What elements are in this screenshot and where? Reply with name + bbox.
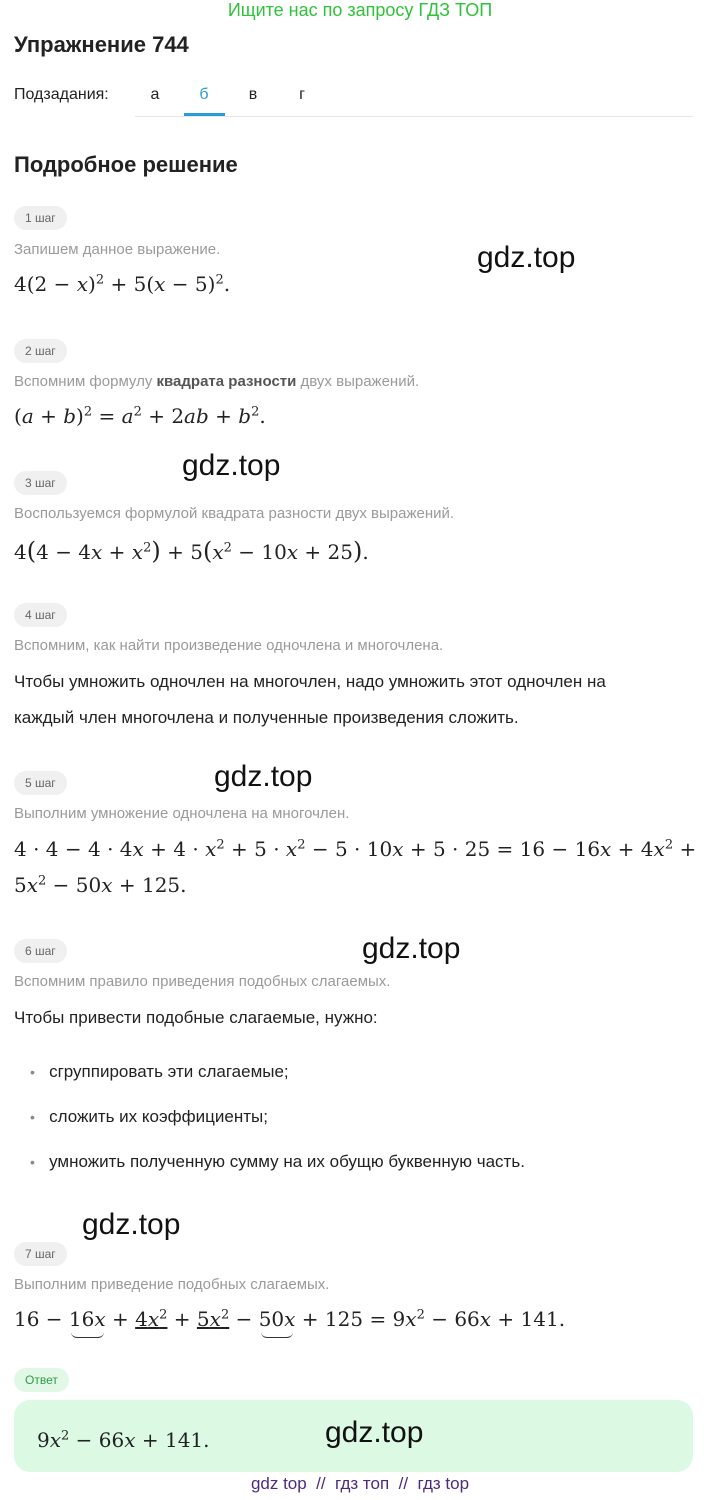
step-label: 6 шаг [14, 939, 67, 963]
hint-text: Вспомним формулу [14, 373, 157, 390]
step-6-chip [14, 939, 67, 963]
step-label: 1 шаг [14, 206, 67, 230]
step-6-hint: Вспомним правило приведения подобных слагаемых. [14, 973, 391, 990]
hint-bold-text: квадрата разности [156, 373, 297, 390]
active-tab-indicator [184, 113, 225, 116]
footer-text: gdz top // гдз топ // гдз top [250, 1474, 470, 1493]
list-item [30, 1107, 268, 1127]
step-5-chip [14, 771, 67, 795]
step-label: 5 шаг [14, 771, 67, 795]
step-1-hint: Запишем данное выражение. [14, 241, 221, 258]
hint-text: двух выражений. [296, 373, 420, 390]
step-4-text-line-1: Чтобы умножить одночлен на многочлен, надо умножить этот одночлен на [14, 672, 606, 691]
list-item-text: сгруппировать эти слагаемые; [49, 1062, 289, 1081]
step-2-hint [14, 373, 419, 390]
step-6-text: Чтобы привести подобные слагаемые, нужно: [14, 1008, 378, 1027]
step-5-hint: Выполним умножение одночлена на многочлен. [14, 805, 350, 822]
answer-label: Ответ [14, 1368, 69, 1392]
step-2-math: $(a + b)^2 = a^2 + 2ab + b^2$. [14, 404, 266, 428]
step-7-chip [14, 1242, 67, 1266]
step-2-chip [14, 339, 67, 363]
step-5-math-line-2: $5x^2 - 50x + 125$. [14, 873, 187, 897]
watermark: gdz.top [82, 1208, 181, 1241]
section-title: Подробное решение [14, 152, 238, 177]
subtasks-label: Подзадания: [14, 86, 109, 103]
step-4-chip [14, 603, 67, 627]
step-7-math: $16 - 16x + 4x^2 + 5x^2 - 50x + 125 = 9x^2 - 66x + 141$. [14, 1307, 566, 1331]
watermark: gdz.top [325, 1416, 424, 1449]
list-item-text: умножить полученную сумму на их обущю буквенную часть. [49, 1152, 525, 1171]
step-3-math: $4(4 - 4x + x^2) + 5(x^2 - 10x + 25)$. [14, 537, 369, 565]
bullet-icon: • [30, 1109, 35, 1125]
bullet-icon: • [30, 1154, 35, 1170]
step-4-hint: Вспомним, как найти произведение одночлена и многочлена. [14, 637, 444, 654]
page-title: Упражнение 744 [14, 32, 189, 57]
answer-chip-wrap [14, 1368, 69, 1392]
step-5-math-line-1: $4 \cdot 4 - 4 \cdot 4x + 4 \cdot x^2 + 5 \cdot x^2 - 5 \cdot 10x + 5 \cdot 25 = 16 - 16x + 4x^2$ + [14, 837, 697, 861]
step-label: 4 шаг [14, 603, 67, 627]
list-item [30, 1062, 289, 1082]
step-3-chip [14, 471, 67, 495]
tab-v[interactable]: в [248, 86, 258, 103]
search-banner: Ищите нас по запросу ГДЗ ТОП [227, 0, 493, 20]
tab-b[interactable]: б [199, 86, 209, 103]
watermark: gdz.top [477, 241, 576, 274]
tab-a[interactable]: а [150, 86, 160, 103]
watermark: gdz.top [182, 449, 281, 482]
footer-links [0, 1474, 720, 1494]
subtasks-tabs [135, 80, 693, 117]
step-label: 2 шаг [14, 339, 67, 363]
watermark: gdz.top [362, 932, 461, 965]
step-7-hint: Выполним приведение подобных слагаемых. [14, 1276, 330, 1293]
list-item [30, 1152, 525, 1172]
list-item-text: сложить их коэффициенты; [49, 1107, 268, 1126]
step-3-hint: Воспользуемся формулой квадрата разности двух выражений. [14, 505, 455, 522]
answer-math: $9x^2 - 66x + 141$. [37, 1428, 210, 1452]
step-1-chip [14, 206, 67, 230]
step-label: 7 шаг [14, 1242, 67, 1266]
step-label: 3 шаг [14, 471, 67, 495]
tab-g[interactable]: г [299, 86, 305, 103]
step-4-text-line-2: каждый член многочлена и полученные произведения сложить. [14, 708, 519, 727]
watermark: gdz.top [214, 760, 313, 793]
bullet-icon: • [30, 1064, 35, 1080]
step-1-math: $4(2 - x)^2 + 5(x - 5)^2$. [14, 272, 231, 296]
